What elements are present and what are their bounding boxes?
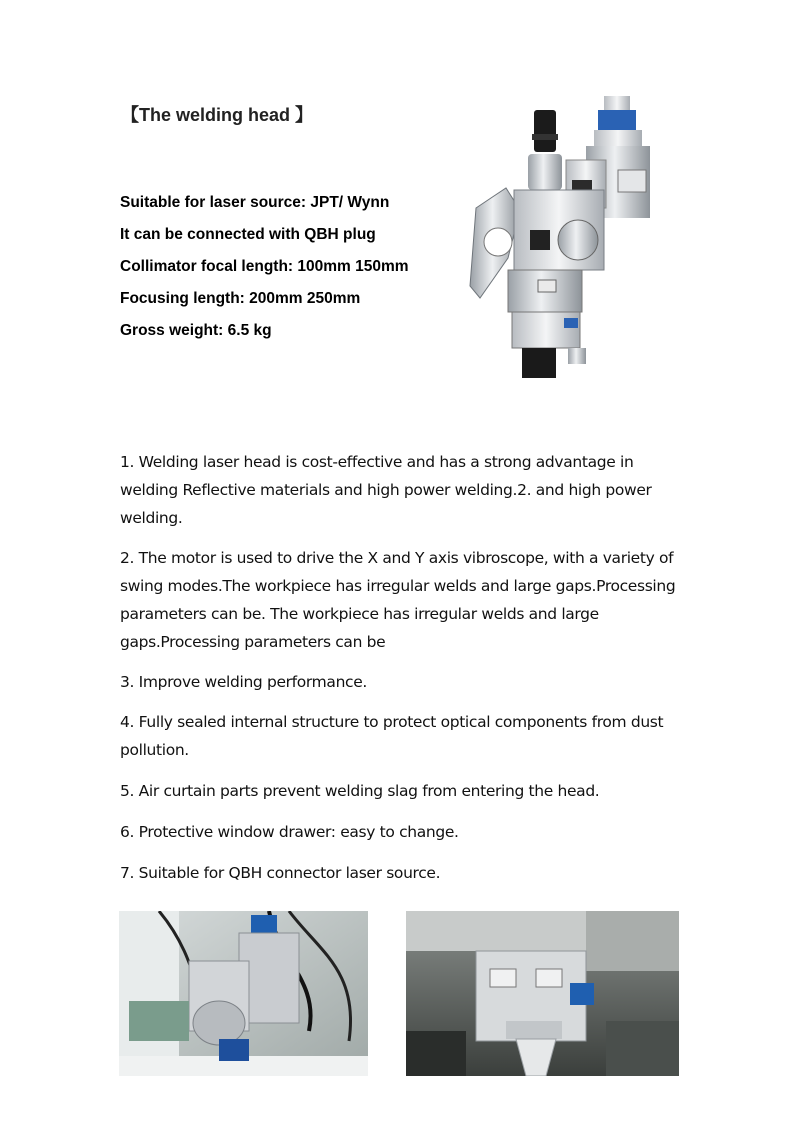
- installation-photo-right: [406, 911, 679, 1076]
- spec-gross-weight: Gross weight: 6.5 kg: [120, 322, 272, 339]
- spec-qbh-plug: It can be connected with QBH plug: [120, 226, 376, 243]
- spec-laser-source: Suitable for laser source: JPT/ Wynn: [120, 194, 390, 211]
- section-title: 【The welding head 】: [121, 105, 314, 125]
- feature-3: 3. Improve welding performance.: [120, 673, 367, 691]
- spec-focusing-length: Focusing length: 200mm 250mm: [120, 290, 361, 307]
- feature-1: 1. Welding laser head is cost-effective and has a strong advantage in welding Reflective materials and high power welding.2. and high power welding.: [120, 453, 652, 527]
- feature-7: 7. Suitable for QBH connector laser source.: [120, 864, 441, 882]
- feature-2: 2. The motor is used to drive the X and Y axis vibroscope, with a variety of swing modes.The workpiece has irregular welds and large gaps.Processing parameters can be. The workpiece has irregular welds and large gaps.Processing parameters can be: [120, 549, 676, 651]
- feature-4: 4. Fully sealed internal structure to protect optical components from dust pollution.: [120, 713, 664, 759]
- feature-5: 5. Air curtain parts prevent welding slag from entering the head.: [120, 782, 600, 800]
- spec-collimator-focal: Collimator focal length: 100mm 150mm: [120, 258, 409, 275]
- feature-6: 6. Protective window drawer: easy to change.: [120, 823, 459, 841]
- welding-head-image: [468, 90, 664, 386]
- spec-list: [120, 192, 409, 352]
- installation-photo-left: [119, 911, 368, 1076]
